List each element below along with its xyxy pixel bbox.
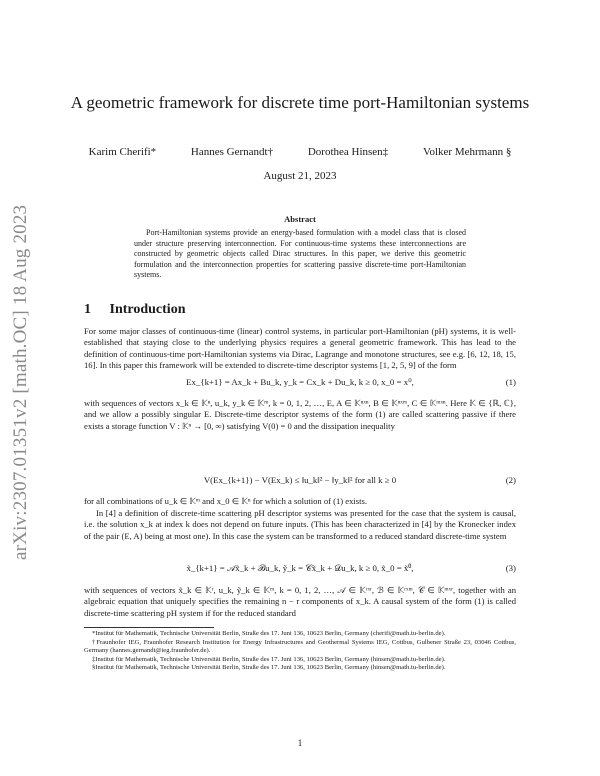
paragraph-1: For some major classes of continuous-time (linear) control systems, in particular port-Hamiltonian (pH) systems, it is well-established that staying close to the underlying physics requires a general geometric framework. This has lead to the definition of continuous-time port-Hamiltonian systems via Dirac, Lagrange and monotone structures, see e.g. [6, 12, 18, 15, 16]. In this paper this framework will be extended to discrete-time descriptor systems [1, 2, 5, 9] of the form xyxy=(84,326,516,371)
author-name: Volker Mehrmann § xyxy=(422,146,512,158)
equation-number: (1) xyxy=(505,377,516,387)
author-name: Karim Cherifi* xyxy=(88,146,157,158)
abstract-text: Port-Hamiltonian systems provide an energy-based formulation with a model class that is closed under structure preserving interconnection. For continuous-time systems these interconnections are constructed by geometric objects called Dirac structures. In this paper, we derive this geometric formulation and the interconnection properties for scattering passive discrete-time port-Hamiltonian systems. xyxy=(134,228,466,279)
footnote: §Institut für Mathematik, Technische Universität Berlin, Straße des 17. Juni 136, 10623 Berlin, Germany (hinsen@math.tu-berlin.de). xyxy=(92,664,446,672)
abstract-heading: Abstract xyxy=(284,214,316,224)
paper-title: A geometric framework for discrete time port-Hamiltonian systems xyxy=(70,93,530,112)
footnote: ‡Institut für Mathematik, Technische Universität Berlin, Straße des 17. Juni 136, 10623 Berlin, Germany (hinsen@math.tu-berlin.de). xyxy=(92,655,446,663)
equation-body: Ex_{k+1} = Ax_k + Bu_k, y_k = Cx_k + Du_k, k ≥ 0, x_0 = x⁰, xyxy=(186,377,414,387)
page-number: 1 xyxy=(297,738,303,748)
arxiv-stamp: arXiv:2307.01351v2 [math.OC] 18 Aug 2023 xyxy=(10,204,31,560)
equation-body: x̃_{k+1} = 𝒜x̃_k + ℬu_k, ỹ_k = 𝒞x̃_k + 𝒟u_k, k ≥ 0, x̃_0 = x̃⁰, xyxy=(186,563,414,573)
paper-date: August 21, 2023 xyxy=(263,170,337,182)
author-name: Dorothea Hinsen‡ xyxy=(307,146,389,158)
section-heading xyxy=(84,302,185,318)
paragraph-3: for all combinations of u_k ∈ 𝕂ᵐ and x_0 ∈ 𝕂ⁿ for which a solution of (1) exists. xyxy=(84,496,368,506)
equation-number: (2) xyxy=(505,475,516,485)
footnote: *Institut für Mathematik, Technische Universität Berlin, Straße des 17. Juni 136, 10623 Berlin, Germany (cherifi@math.tu-berlin.de). xyxy=(92,630,446,637)
footnote: †Fraunhofer IEG, Fraunhofer Research Institution for Energy Infrastructures and Geothermal Systems IEG, Cottbus, Gulbener Straße 23, 03046 Cottbus, Germany (hannes.gernandt@ieg.fraunhofer.de). xyxy=(84,638,516,655)
paragraph-2: with sequences of vectors x_k ∈ 𝕂ⁿ, u_k, y_k ∈ 𝕂ᵐ, k = 0, 1, 2, …, E, A ∈ 𝕂ⁿˣⁿ, B ∈ 𝕂ⁿˣᵐ, C ∈ 𝕂ᵐˣⁿ. Here 𝕂 ∈ {ℝ, ℂ}, and we allow a possibly singular E. Discrete-time descriptor systems of the form (1) are called scattering passive if there exists a storage function V : 𝕂ⁿ → [0, ∞) satisfying V(0) = 0 and the dissipation inequality xyxy=(84,398,516,431)
author-list xyxy=(60,146,540,158)
footnotes xyxy=(84,630,516,673)
footnote-rule xyxy=(84,627,214,628)
author-name: Hannes Gernandt† xyxy=(190,146,274,158)
paragraph-4: In [4] a definition of discrete-time scattering pH descriptor systems was presented for the case that the system is causal, i.e. the solution x_k at index k does not depend on future inputs. (This has been characterized in [4] by the Kronecker index of the pair (E, A) being at most one). In this case the system can be transformed to a reduced standard discrete-time system xyxy=(84,508,516,541)
equation-number: (3) xyxy=(505,563,516,573)
equation-body: V(Ex_{k+1}) − V(Ex_k) ≤ ‖u_k‖² − ‖y_k‖² for all k ≥ 0 xyxy=(203,475,397,485)
section-title: Introduction xyxy=(109,302,186,317)
section-number: 1 xyxy=(84,302,91,317)
paragraph-5: with sequences of vectors x̃_k ∈ 𝕂ʳ, u_k, ỹ_k ∈ 𝕂ᵐ, k = 0, 1, 2, …, 𝒜 ∈ 𝕂ʳˣʳ, ℬ ∈ 𝕂ʳˣᵐ, 𝒞 ∈ 𝕂ᵐˣʳ, together with an algebraic equation that uniquely specifies the remaining n − r components of x_k. A causal system of the form (1) is called discrete-time scattering pH system if for the reduced standard xyxy=(84,585,516,618)
